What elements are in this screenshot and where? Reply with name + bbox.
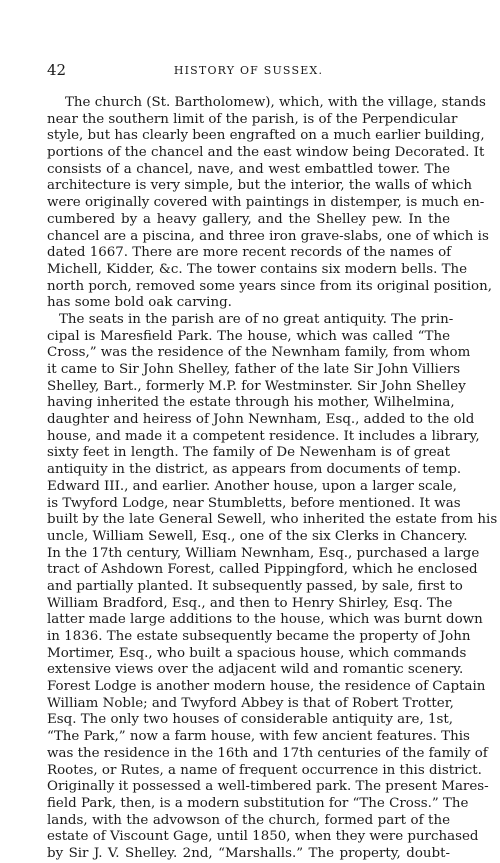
text-line: consists of a chancel, nave, and west embattled tower. The — [47, 161, 450, 177]
text-line: sixty feet in length. The family of De Newenham is of great — [47, 445, 450, 461]
text-line: chancel are a piscina, and three iron grave-slabs, one of which is — [47, 228, 489, 244]
text-line: daughter and heiress of John Newnham, Esq., added to the old — [47, 412, 475, 428]
text-line: is Twyford Lodge, near Stumbletts, before mentioned. It was — [47, 495, 461, 511]
text-line: and partially planted. It subsequently passed, by sale, first to — [47, 578, 463, 594]
text-line: field Park, then, is a modern substitution for “The Cross.” The — [47, 795, 469, 811]
text-line: Michell, Kidder, &c. The tower contains six modern bells. The — [47, 261, 468, 277]
text-line: cumbered by a heavy gallery, and the Shelley pew. In the — [47, 211, 450, 227]
text-line: has some bold oak carving. — [47, 295, 232, 311]
text-line: cipal is Maresfield Park. The house, which was called “The — [47, 328, 450, 344]
text-line: extensive views over the adjacent wild and romantic scenery. — [47, 662, 464, 678]
text-line: portions of the chancel and the east window being Decorated. It — [47, 145, 485, 161]
text-line: in 1836. The estate subsequently became the property of John — [47, 629, 471, 644]
body-text — [47, 95, 498, 863]
text-line: William Noble; and Twyford Abbey is that of Robert Trotter, — [47, 695, 454, 711]
text-line: by Sir J. V. Shelley. 2nd, “Marshalls.” The property, doubt- — [47, 845, 450, 861]
page-header — [47, 60, 450, 80]
page-number: 42 — [47, 61, 67, 79]
text-line: it came to Sir John Shelley, father of the late Sir John Villiers — [47, 362, 461, 377]
text-line: style, but has clearly been engrafted on a much earlier building, — [47, 128, 485, 144]
text-line: tract of Ashdown Forest, called Pippingford, which he enclosed — [47, 562, 478, 578]
text-line: was the residence in the 16th and 17th centuries of the family of — [47, 745, 488, 761]
text-line: house, and made it a competent residence. It includes a library, — [47, 428, 480, 444]
text-line: Forest Lodge is another modern house, the residence of Captain — [47, 679, 486, 695]
text-line: antiquity in the district, as appears from documents of temp. — [47, 462, 462, 478]
text-line: lands, with the advowson of the church, formed part of the — [47, 812, 450, 828]
text-line: north porch, removed some years since from its original position, — [47, 278, 493, 294]
text-line: having inherited the estate through his mother, Wilhelmina, — [47, 395, 455, 411]
text-line: estate of Viscount Gage, until 1850, when they were purchased — [47, 829, 479, 845]
text-line: Originally it possessed a well-timbered park. The present Mares- — [47, 779, 489, 795]
text-line: built by the late General Sewell, who inherited the estate from his — [47, 512, 498, 528]
text-line: In the 17th century, William Newnham, Esq., purchased a large — [47, 545, 480, 561]
running-title: HISTORY OF SUSSEX. — [173, 64, 324, 77]
text-line: Edward III., and earlier. Another house, upon a larger scale, — [47, 478, 457, 494]
text-line: William Bradford, Esq., and then to Henry Shirley, Esq. The — [47, 595, 453, 611]
text-line: The church (St. Bartholomew), which, with the village, stands — [65, 95, 486, 110]
text-line: Rootes, or Rutes, a name of frequent occurrence in this district. — [47, 762, 482, 778]
text-line: The seats in the parish are of no great antiquity. The prin- — [59, 311, 454, 327]
text-line: “The Park,” now a farm house, with few ancient features. This — [47, 729, 470, 745]
text-line: latter made large additions to the house, which was burnt down — [47, 612, 483, 628]
text-line: architecture is very simple, but the interior, the walls of which — [47, 178, 472, 194]
text-line: Esq. The only two houses of considerable antiquity are, 1st, — [47, 712, 453, 728]
text-line: near the southern limit of the parish, is of the Perpendicular — [47, 111, 458, 127]
text-line: Shelley, Bart., formerly M.P. for Westminster. Sir John Shelley — [47, 378, 466, 394]
text-line: were originally covered with paintings in distemper, is much en- — [47, 195, 485, 211]
text-line: dated 1667. There are more recent records of the names of — [47, 245, 452, 261]
text-line: Cross,” was the residence of the Newnham family, from whom — [47, 345, 471, 361]
text-line: uncle, William Sewell, Esq., one of the six Clerks in Chancery. — [47, 528, 468, 544]
text-line: Mortimer, Esq., who built a spacious house, which commands — [47, 645, 467, 661]
